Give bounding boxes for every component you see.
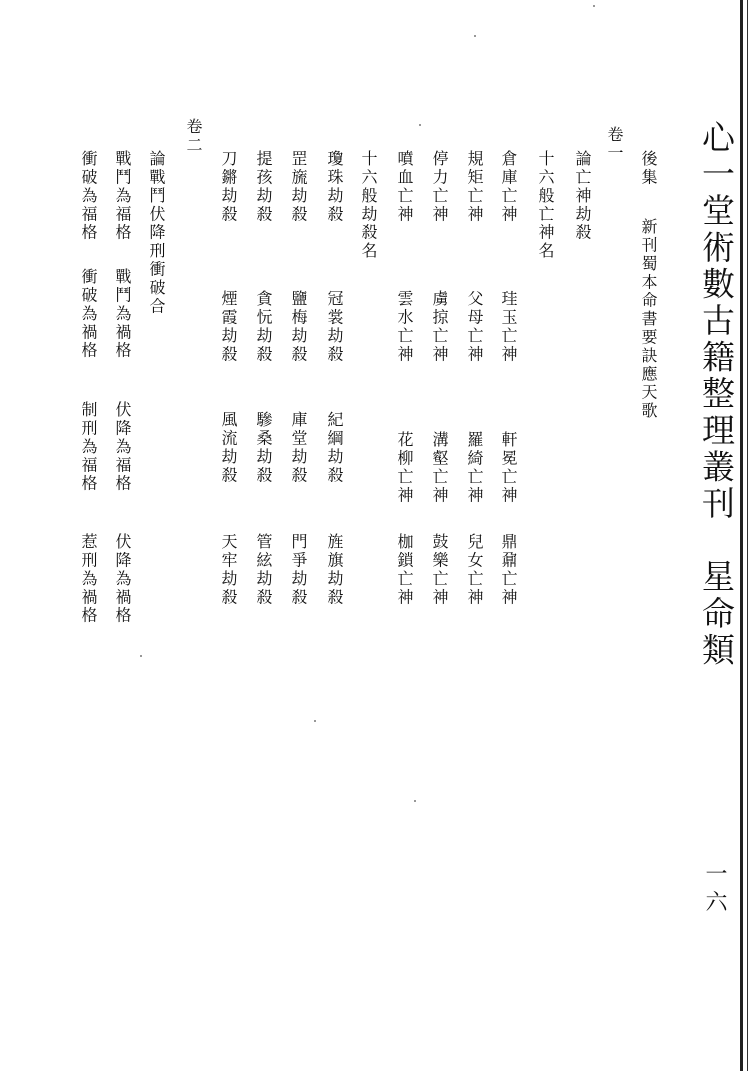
scan-speck	[414, 800, 416, 802]
page-number: 一六	[702, 862, 727, 918]
grid-cell: 衝破為福格	[79, 150, 98, 242]
grid-cell: 貪忨劫殺	[254, 290, 273, 364]
grid-cell: 雲水亡神	[395, 290, 414, 364]
subheading-sixteen-wangshen: 十六般亡神名	[536, 150, 555, 261]
grid-cell: 兒女亡神	[465, 533, 484, 607]
running-title: 心一堂術數古籍整理叢刊 星命類	[697, 120, 736, 669]
grid-cell: 惹刑為禍格	[79, 533, 98, 625]
scan-edge-line	[746, 0, 751, 1071]
grid-cell: 紀綱劫殺	[325, 411, 344, 485]
scan-speck	[593, 5, 595, 7]
grid-cell: 煙霞劫殺	[219, 290, 238, 364]
grid-cell: 戰鬥為禍格	[113, 268, 132, 360]
grid-cell: 管絃劫殺	[254, 533, 273, 607]
grid-cell: 制刑為福格	[79, 401, 98, 493]
subheading-sixteen-jiesha: 十六般劫殺名	[359, 150, 378, 261]
grid-cell: 戰鬥為福格	[113, 150, 132, 242]
scan-speck	[474, 35, 476, 37]
grid-cell: 衝破為禍格	[79, 268, 98, 360]
grid-cell: 溝壑亡神	[430, 431, 449, 505]
grid-cell: 羅綺亡神	[465, 431, 484, 505]
grid-cell: 噴血亡神	[395, 150, 414, 224]
houji-title: 新刊蜀本命書要訣應天歌	[639, 218, 658, 421]
scan-speck	[140, 655, 142, 657]
grid-cell: 枷鎖亡神	[395, 533, 414, 607]
scan-speck	[419, 124, 421, 126]
grid-cell: 花柳亡神	[395, 431, 414, 505]
section-heading-zhandou: 論戰鬥伏降刑衝破合	[147, 150, 166, 316]
grid-cell: 珪玉亡神	[499, 290, 518, 364]
grid-cell: 驂桑劫殺	[254, 411, 273, 485]
grid-cell: 冠裳劫殺	[325, 290, 344, 364]
grid-cell: 父母亡神	[465, 290, 484, 364]
juan2-label: 卷二	[184, 118, 203, 155]
grid-cell: 刀鏘劫殺	[219, 150, 238, 224]
grid-cell: 瓊珠劫殺	[325, 150, 344, 224]
juan1-label: 卷一	[605, 126, 624, 163]
grid-cell: 虜掠亡神	[430, 290, 449, 364]
grid-cell: 門爭劫殺	[289, 533, 308, 607]
grid-cell: 鼎鼐亡神	[499, 533, 518, 607]
grid-cell: 庫堂劫殺	[289, 411, 308, 485]
grid-cell: 旌旗劫殺	[325, 533, 344, 607]
grid-cell: 罡旒劫殺	[289, 150, 308, 224]
grid-cell: 軒冕亡神	[499, 431, 518, 505]
grid-cell: 伏降為禍格	[113, 533, 132, 625]
grid-cell: 天牢劫殺	[219, 533, 238, 607]
grid-cell: 鼓樂亡神	[430, 533, 449, 607]
grid-cell: 風流劫殺	[219, 411, 238, 485]
section-heading-wangshen-jiesha: 論亡神劫殺	[573, 150, 592, 242]
grid-cell: 停力亡神	[430, 150, 449, 224]
grid-cell: 鹽梅劫殺	[289, 290, 308, 364]
houji-label: 後集	[639, 150, 658, 187]
grid-cell: 伏降為福格	[113, 401, 132, 493]
scan-speck	[314, 720, 316, 722]
grid-cell: 規矩亡神	[465, 150, 484, 224]
grid-cell: 倉庫亡神	[499, 150, 518, 224]
grid-cell: 提孩劫殺	[254, 150, 273, 224]
